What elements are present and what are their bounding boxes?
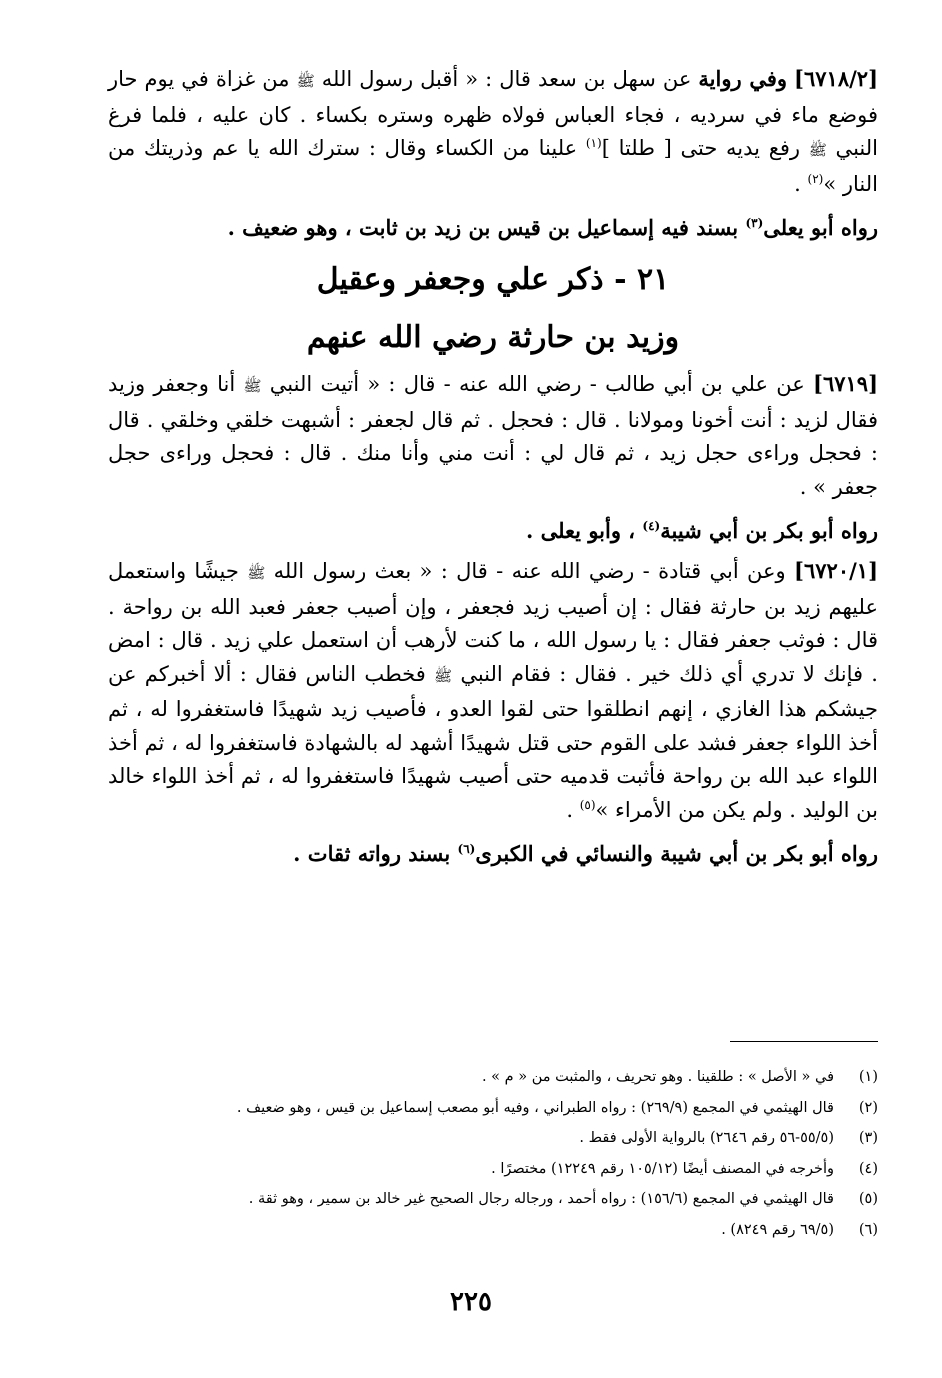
- footnote-ref[interactable]: (٦): [457, 842, 476, 856]
- source-text: بسند رواته ثقات .: [293, 841, 458, 866]
- main-text: [108, 62, 878, 877]
- footnote-number: (٥): [858, 1191, 878, 1207]
- heading-line-2: وزيد بن حارثة رضي الله عنهم: [306, 320, 680, 355]
- footnote-item: [108, 1154, 878, 1185]
- footnote-ref[interactable]: (٢): [807, 171, 824, 186]
- footnote-divider: [730, 1041, 878, 1042]
- hadith-text: من غزاة في يوم حار فوضع ماء في سرديه ، فجاء العباس فولاه ظهره وستره بكساء . كان عليه ، فلما فرغ النبي: [108, 67, 878, 160]
- source-text: رواه أبو بكر بن أبي شيبة والنسائي في الكبرى: [475, 841, 878, 866]
- hadith-text: رفع يديه حتى [ طلتا ]: [601, 136, 809, 160]
- hadith-6719: [108, 367, 878, 504]
- footnote-text: قال الهيثمي في المجمع (١٥٦/٦) : رواه أحمد ، ورجاله رجال الصحيح غير خالد بن سمير ، وهو ثقة .: [248, 1191, 834, 1207]
- footnote-ref[interactable]: (١): [585, 136, 602, 150]
- footnote-ref[interactable]: (٣): [745, 216, 764, 230]
- salutation-glyph: ﷺ: [808, 141, 827, 159]
- hadith-text: علينا من الكساء وقال : سترك الله يا عم وذريتك من النار »: [108, 136, 878, 196]
- footnote-item: [108, 1062, 878, 1093]
- hadith-text: عن سهل بن سعد قال : « أقبل رسول الله: [314, 67, 699, 91]
- footnotes: [108, 1062, 878, 1245]
- source-note: [108, 837, 878, 871]
- footnote-number: (١): [858, 1069, 878, 1085]
- source-note: [108, 514, 878, 548]
- footnote-item: [108, 1184, 878, 1215]
- salutation-glyph: ﷺ: [434, 666, 453, 685]
- source-text: بسند فيه إسماعيل بن قيس بن زيد بن ثابت ، وهو ضعيف .: [227, 215, 746, 240]
- salutation-glyph: ﷺ: [247, 564, 266, 582]
- source-text: رواه أبو بكر بن أبي شيبة: [660, 518, 878, 543]
- footnote-number: (٣): [858, 1130, 878, 1146]
- footnote-number: (٤): [858, 1160, 878, 1177]
- salutation-glyph: ﷺ: [296, 72, 315, 90]
- hadith-text: أنا وجعفر وزيد فقال لزيد : أنت أخونا ومولانا . قال : فحجل . ثم قال لجعفر : أشبهت خلقي وخلقي . قال : فحجل وراءى حجل زيد ، ثم قال لي : أنت مني وأنا منك . قال : فحجل وراءى حجل جعفر » .: [108, 372, 878, 499]
- hadith-text: وعن أبي قتادة - رضي الله عنه - قال : « بعث رسول الله: [265, 559, 795, 583]
- hadith-text: .: [566, 797, 580, 822]
- footnote-item: [108, 1123, 878, 1154]
- page-number: ٢٢٥: [450, 1287, 492, 1317]
- lead-phrase: وفي رواية: [698, 66, 787, 91]
- footnote-text: (٦٩/٥ رقم ٨٢٤٩) .: [721, 1221, 834, 1238]
- footnote-text: قال الهيثمي في المجمع (٢٦٩/٩) : رواه الطبراني ، وفيه أبو مصعب إسماعيل بن قيس ، وهو ضعيف .: [236, 1099, 834, 1116]
- footnote-item: [108, 1093, 878, 1124]
- footnote-ref[interactable]: (٤): [642, 519, 661, 533]
- footnote-text: في « الأصل » : طلقينا . وهو تحريف ، والمثبت من « م » .: [481, 1069, 834, 1085]
- footnote-ref[interactable]: (٥): [579, 797, 596, 812]
- hadith-text: جيشًا واستعمل عليهم زيد بن حارثة فقال : إن أصيب زيد فجعفر ، وإن أصيب جعفر فعبد الله بن رواحة . قال : فوثب جعفر فقال : يا رسول الله ، ما كنت لأرهب أن استعمل علي زيد . قال : امض . فإنك لا تدري أي ذلك خير . فقال : فقام النبي: [108, 559, 878, 686]
- source-text: رواه أبو يعلى: [763, 215, 878, 240]
- hadith-number: [٦٧٢٠/١]: [794, 558, 878, 583]
- hadith-6720-1: [108, 554, 878, 827]
- hadith-number: [٦٧١٨/٢]: [794, 66, 878, 91]
- hadith-6718-2: [108, 62, 878, 201]
- footnote-number: (٢): [858, 1099, 878, 1116]
- hadith-text: فخطب الناس فقال : ألا أخبركم عن جيشكم هذا الغازي ، إنهم انطلقوا حتى لقوا العدو ، فأصيب زيد شهيدًا فاستغفروا له ، ثم أخذ اللواء جعفر فشد على القوم حتى قتل شهيدًا أشهد له بالشهادة فاستغفروا له ، ثم أخذ اللواء عبد الله بن رواحة فأثبت قدميه حتى أصيب شهيدًا فاستغفروا له ، ثم أخذ اللواء خالد بن الوليد . ولم يكن من الأمراء »: [108, 661, 878, 822]
- heading-line-1: ٢١ - ذكر علي وجعفر وعقيل: [316, 262, 670, 297]
- salutation-glyph: ﷺ: [243, 377, 262, 395]
- source-note: [108, 211, 878, 245]
- footnote-text: وأخرجه في المصنف أيضًا (١٠٥/١٢ رقم ١٢٢٤٩) مختصرًا .: [491, 1160, 834, 1177]
- section-heading: [108, 251, 878, 367]
- hadith-text: .: [794, 171, 808, 196]
- footnote-number: (٦): [858, 1221, 878, 1238]
- hadith-text: عن علي بن أبي طالب - رضي الله عنه - قال : « أتيت النبي: [261, 372, 813, 396]
- footnote-text: (٥٥/٥-٥٦ رقم ٢٦٤٦) بالرواية الأولى فقط .: [579, 1130, 834, 1146]
- source-text: ، وأبو يعلى .: [525, 518, 643, 543]
- hadith-number: [٦٧١٩]: [813, 371, 878, 396]
- footnote-item: [108, 1215, 878, 1246]
